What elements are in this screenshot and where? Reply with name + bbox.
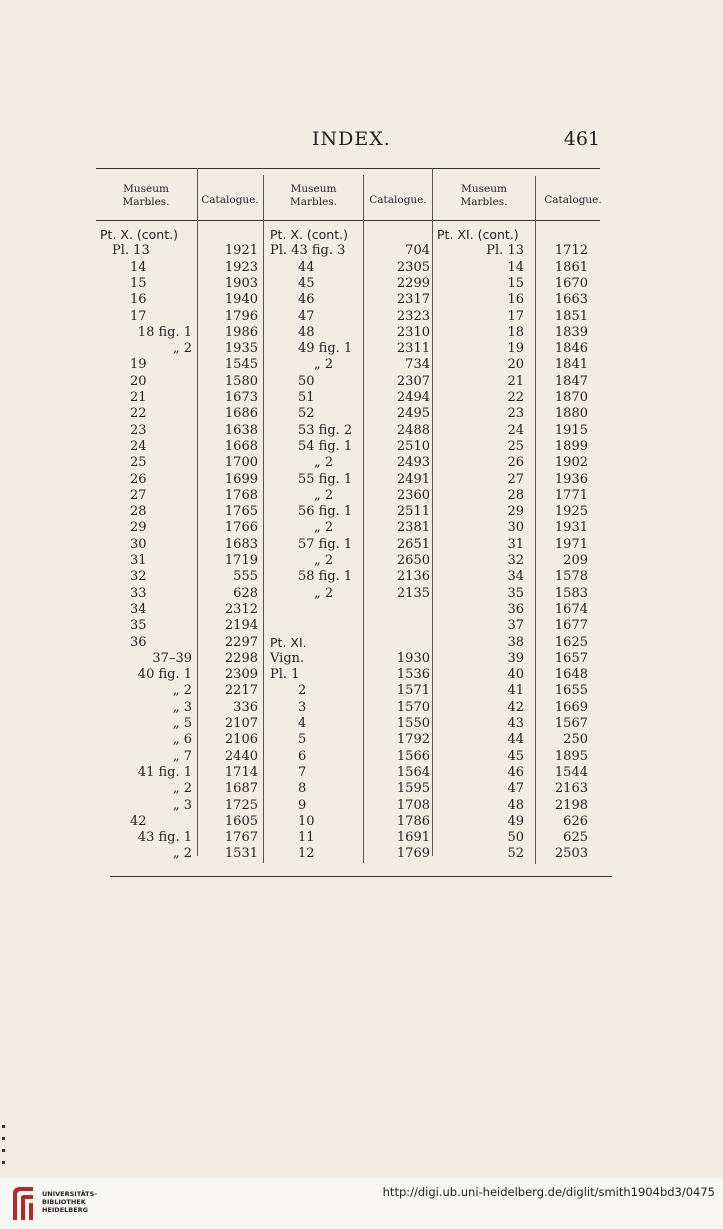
col-head-museum-2: Museum Marbles. [289,183,338,208]
museum-marble-ref: „ 2 [172,683,192,699]
museum-marble-ref: 10 [298,813,315,829]
catalogue-number: 1567 [554,716,588,731]
column-divider [432,168,433,856]
catalogue-number: 2650 [396,553,430,568]
catalogue-number: 1663 [554,292,588,308]
catalogue-number: 2511 [396,504,430,520]
catalogue-number: 1714 [224,764,258,780]
catalogue-number: 1571 [396,683,430,699]
catalogue-number: 1712 [554,243,588,259]
section-heading: Pt. XI. (cont.) [437,227,519,242]
museum-marble-ref: 41 fig. 1 [137,764,192,780]
catalogue-number: 628 [233,585,258,601]
catalogue-number: 2493 [396,455,430,471]
catalogue-number: 1719 [224,553,258,568]
catalogue-number: 1902 [554,455,588,471]
catalogue-number: 1648 [554,667,588,683]
museum-marble-ref: 17 [130,308,147,324]
page-number: 461 [563,128,600,150]
catalogue-number: 1605 [224,813,258,829]
museum-marble-ref: 43 fig. 1 [137,830,192,846]
museum-marble-ref: 22 [507,390,524,405]
catalogue-number: 1578 [554,569,588,585]
catalogue-number: 1708 [396,797,430,813]
catalogue-number: 2311 [396,341,430,357]
museum-marble-ref: 27 [507,471,524,487]
museum-marble-ref: 9 [298,797,307,813]
museum-marble-ref: 31 [130,553,147,568]
col-head-catalogue-2: Catalogue. [369,194,427,206]
museum-marble-ref: 49 fig. 1 [298,341,353,357]
catalogue-number: 2312 [224,601,258,617]
museum-marble-ref: 2 [298,683,307,699]
museum-marble-ref: 52 [507,846,524,862]
section-heading: Pt. XI. [270,634,307,650]
catalogue-number: 1725 [224,797,258,813]
museum-marble-ref: 28 [507,487,524,503]
catalogue-number: 1691 [396,830,430,846]
museum-marble-ref: 20 [507,357,524,373]
catalogue-number: 1686 [224,406,258,422]
museum-marble-ref: 4 [298,716,307,731]
catalogue-number: 2305 [396,259,430,275]
catalogue-number: 2495 [396,406,430,422]
catalogue-number: 1765 [224,504,258,520]
museum-marble-ref: 58 fig. 1 [298,569,353,585]
catalogue-number: 2297 [224,634,258,650]
column-divider [535,176,536,864]
museum-marble-ref: 6 [298,748,307,764]
museum-marble-ref: 24 [130,438,147,454]
museum-marble-ref: 26 [130,471,147,487]
catalogue-number: 1570 [396,699,430,715]
museum-marble-ref: 20 [130,373,147,389]
museum-marble-ref: 46 [507,764,524,780]
catalogue-number: 1673 [224,390,258,405]
catalogue-number: 2494 [396,390,430,405]
museum-marble-ref: 22 [130,406,147,422]
catalogue-number: 1687 [224,781,258,797]
catalogue-number: 1931 [554,520,588,536]
section-heading: Pt. X. (cont.) [270,227,348,242]
header-bottom-rule [96,220,600,221]
museum-marble-ref: 56 fig. 1 [298,504,353,520]
museum-marble-ref: 47 [298,308,315,324]
table-top-rule [96,168,600,169]
catalogue-number: 1846 [554,341,588,357]
catalogue-number: 2135 [396,585,430,601]
catalogue-number: 2310 [396,324,430,340]
museum-marble-ref: 30 [130,536,147,552]
museum-marble-ref: „ 7 [172,748,192,764]
museum-marble-ref: 5 [298,732,307,748]
catalogue-number: 2503 [554,846,588,862]
catalogue-number: 1668 [224,438,258,454]
catalogue-number: 2651 [396,536,430,552]
catalogue-number: 1767 [224,830,258,846]
museum-marble-ref: 29 [507,504,524,520]
museum-marble-ref: 12 [298,846,315,862]
catalogue-number: 1921 [224,243,258,259]
museum-marble-ref: 40 fig. 1 [137,667,192,683]
column-divider [263,175,264,863]
catalogue-number: 1880 [554,406,588,422]
catalogue-number: 1870 [554,390,588,405]
catalogue-number: 1936 [554,471,588,487]
museum-marble-ref: 37–39 [152,650,192,666]
museum-marble-ref: 11 [298,830,315,846]
museum-marble-ref: 35 [507,585,524,601]
col-head-museum-3: Museum Marbles. [460,183,508,208]
catalogue-number: 2217 [224,683,258,699]
catalogue-number: 1564 [396,764,430,780]
museum-marble-ref: „ 2 [314,585,334,601]
catalogue-number: 1935 [224,341,258,357]
museum-marble-ref: 25 [507,438,524,454]
catalogue-number: 2510 [396,438,430,454]
catalogue-number: 1550 [396,716,430,731]
catalogue-number: 1531 [224,846,258,862]
catalogue-number: 2298 [224,650,258,666]
catalogue-number: 1841 [554,357,588,373]
catalogue-number: 1699 [224,471,258,487]
museum-marble-ref: 16 [507,292,524,308]
library-logo-icon [9,1184,37,1222]
catalogue-number: 1583 [554,585,588,601]
museum-marble-ref: 18 [507,324,524,340]
museum-marble-ref: 36 [507,601,524,617]
museum-marble-ref: 51 [298,390,315,405]
museum-marble-ref: 23 [507,406,524,422]
museum-marble-ref: 21 [130,390,147,405]
catalogue-number: 1930 [396,650,430,666]
museum-marble-ref: „ 2 [172,781,192,797]
museum-marble-ref: 55 fig. 1 [298,471,353,487]
catalogue-number: 336 [233,699,258,715]
museum-marble-ref: 44 [298,259,315,275]
catalogue-number: 2488 [396,422,430,438]
museum-marble-ref: 33 [130,585,147,601]
museum-marble-ref: 29 [130,520,147,536]
museum-marble-ref: 40 [507,667,524,683]
museum-marble-ref: „ 5 [172,716,192,731]
catalogue-number: 1768 [224,487,258,503]
museum-marble-ref: „ 2 [172,341,192,357]
catalogue-number: 1766 [224,520,258,536]
museum-marble-ref: 39 [507,650,524,666]
catalogue-number: 1657 [554,650,588,666]
museum-marble-ref: Pl. 43 fig. 3 [270,243,346,259]
column-divider [363,175,364,863]
museum-marble-ref: 30 [507,520,524,536]
museum-marble-ref: 16 [130,292,147,308]
catalogue-number: 2106 [224,732,258,748]
catalogue-number: 2198 [554,797,588,813]
museum-marble-ref: 19 [130,357,147,373]
catalogue-number: 1655 [554,683,588,699]
catalogue-number: 1923 [224,259,258,275]
museum-marble-ref: 36 [130,634,147,650]
catalogue-number: 1771 [554,487,588,503]
museum-marble-ref: 25 [130,455,147,471]
catalogue-number: 2194 [224,618,258,634]
section-heading: Pt. X. (cont.) [100,227,178,242]
catalogue-number: 209 [563,553,588,568]
col-head-catalogue-3: Catalogue. [544,194,602,206]
catalogue-number: 1566 [396,748,430,764]
catalogue-number: 1544 [554,764,588,780]
museum-marble-ref: 35 [130,618,147,634]
catalogue-number: 2107 [224,716,258,731]
museum-marble-ref: Pl. 1 [270,667,300,683]
catalogue-number: 1677 [554,618,588,634]
catalogue-number: 2440 [224,748,258,764]
catalogue-number: 2381 [396,520,430,536]
museum-marble-ref: 28 [130,504,147,520]
catalogue-number: 625 [563,830,588,846]
museum-marble-ref: 50 [507,830,524,846]
catalogue-number: 555 [233,569,258,585]
museum-marble-ref: 34 [507,569,524,585]
museum-marble-ref: 54 fig. 1 [298,438,353,454]
catalogue-number: 1669 [554,699,588,715]
museum-marble-ref: 57 fig. 1 [298,536,353,552]
museum-marble-ref: 18 fig. 1 [137,324,192,340]
museum-marble-ref: 17 [507,308,524,324]
museum-marble-ref: 8 [298,781,307,797]
catalogue-number: 1971 [554,536,588,552]
source-url[interactable]: http://digi.ub.uni-heidelberg.de/diglit/smith1904bd3/0475 [382,1185,715,1199]
museum-marble-ref: 7 [298,764,307,780]
catalogue-number: 2309 [224,667,258,683]
museum-marble-ref: 3 [298,699,307,715]
museum-marble-ref: 23 [130,422,147,438]
catalogue-number: 734 [405,357,430,373]
gutter-marks [2,1125,6,1175]
museum-marble-ref: 48 [298,324,315,340]
museum-marble-ref: 15 [130,275,147,291]
museum-marble-ref: 32 [507,553,524,568]
catalogue-number: 1674 [554,601,588,617]
catalogue-number: 1786 [396,813,430,829]
column-divider [197,168,198,856]
catalogue-number: 1899 [554,438,588,454]
col-head-museum-1: Museum Marbles. [122,183,170,208]
museum-marble-ref: „ 2 [314,520,334,536]
museum-marble-ref: 26 [507,455,524,471]
museum-marble-ref: 14 [507,259,524,275]
catalogue-number: 1839 [554,324,588,340]
catalogue-number: 2360 [396,487,430,503]
catalogue-number: 1792 [396,732,430,748]
catalogue-number: 1940 [224,292,258,308]
catalogue-number: 2317 [396,292,430,308]
museum-marble-ref: „ 2 [314,455,334,471]
museum-marble-ref: 41 [507,683,524,699]
running-title: INDEX. [312,128,391,150]
museum-marble-ref: „ 2 [314,553,334,568]
museum-marble-ref: 45 [298,275,315,291]
catalogue-number: 1638 [224,422,258,438]
museum-marble-ref: 50 [298,373,315,389]
museum-marble-ref: 34 [130,601,147,617]
museum-marble-ref: „ 2 [314,357,334,373]
museum-marble-ref: 49 [507,813,524,829]
catalogue-number: 1903 [224,275,258,291]
museum-marble-ref: „ 6 [172,732,192,748]
museum-marble-ref: „ 2 [314,487,334,503]
table-bottom-rule [110,876,612,877]
catalogue-number: 1683 [224,536,258,552]
museum-marble-ref: 37 [507,618,524,634]
catalogue-number: 250 [563,732,588,748]
catalogue-number: 1625 [554,634,588,650]
catalogue-number: 1580 [224,373,258,389]
museum-marble-ref: „ 2 [172,846,192,862]
museum-marble-ref: 38 [507,634,524,650]
catalogue-number: 1595 [396,781,430,797]
museum-marble-ref: 24 [507,422,524,438]
catalogue-number: 1700 [224,455,258,471]
col-head-catalogue-1: Catalogue. [201,194,259,206]
museum-marble-ref: 32 [130,569,147,585]
catalogue-number: 1670 [554,275,588,291]
museum-marble-ref: 48 [507,797,524,813]
catalogue-number: 1536 [396,667,430,683]
museum-marble-ref: 45 [507,748,524,764]
catalogue-number: 1925 [554,504,588,520]
page-header [96,128,600,152]
museum-marble-ref: 31 [507,536,524,552]
catalogue-number: 2307 [396,373,430,389]
catalogue-number: 2323 [396,308,430,324]
catalogue-number: 626 [563,813,588,829]
museum-marble-ref: 19 [507,341,524,357]
museum-marble-ref: 47 [507,781,524,797]
museum-marble-ref: 15 [507,275,524,291]
catalogue-number: 2491 [396,471,430,487]
museum-marble-ref: 42 [507,699,524,715]
museum-marble-ref: 14 [130,259,147,275]
museum-marble-ref: 52 [298,406,315,422]
museum-marble-ref: 27 [130,487,147,503]
catalogue-number: 1796 [224,308,258,324]
museum-marble-ref: 42 [130,813,147,829]
catalogue-number: 1769 [396,846,430,862]
museum-marble-ref: „ 3 [172,797,192,813]
catalogue-number: 704 [405,243,430,259]
museum-marble-ref: 53 fig. 2 [298,422,353,438]
catalogue-number: 1851 [554,308,588,324]
museum-marble-ref: Vign. [270,650,305,666]
catalogue-number: 1915 [554,422,588,438]
museum-marble-ref: „ 3 [172,699,192,715]
catalogue-number: 1861 [554,259,588,275]
catalogue-number: 1545 [224,357,258,373]
catalogue-number: 2136 [396,569,430,585]
catalogue-number: 1847 [554,373,588,389]
museum-marble-ref: 44 [507,732,524,748]
library-name: UNIVERSITÄTS- BIBLIOTHEK HEIDELBERG [42,1190,97,1214]
museum-marble-ref: 43 [507,716,524,731]
catalogue-number: 1895 [554,748,588,764]
museum-marble-ref: 46 [298,292,315,308]
museum-marble-ref: Pl. 13 [112,243,150,259]
museum-marble-ref: 21 [507,373,524,389]
catalogue-number: 2163 [554,781,588,797]
catalogue-number: 1986 [224,324,258,340]
museum-marble-ref: Pl. 13 [486,243,524,259]
catalogue-number: 2299 [396,275,430,291]
